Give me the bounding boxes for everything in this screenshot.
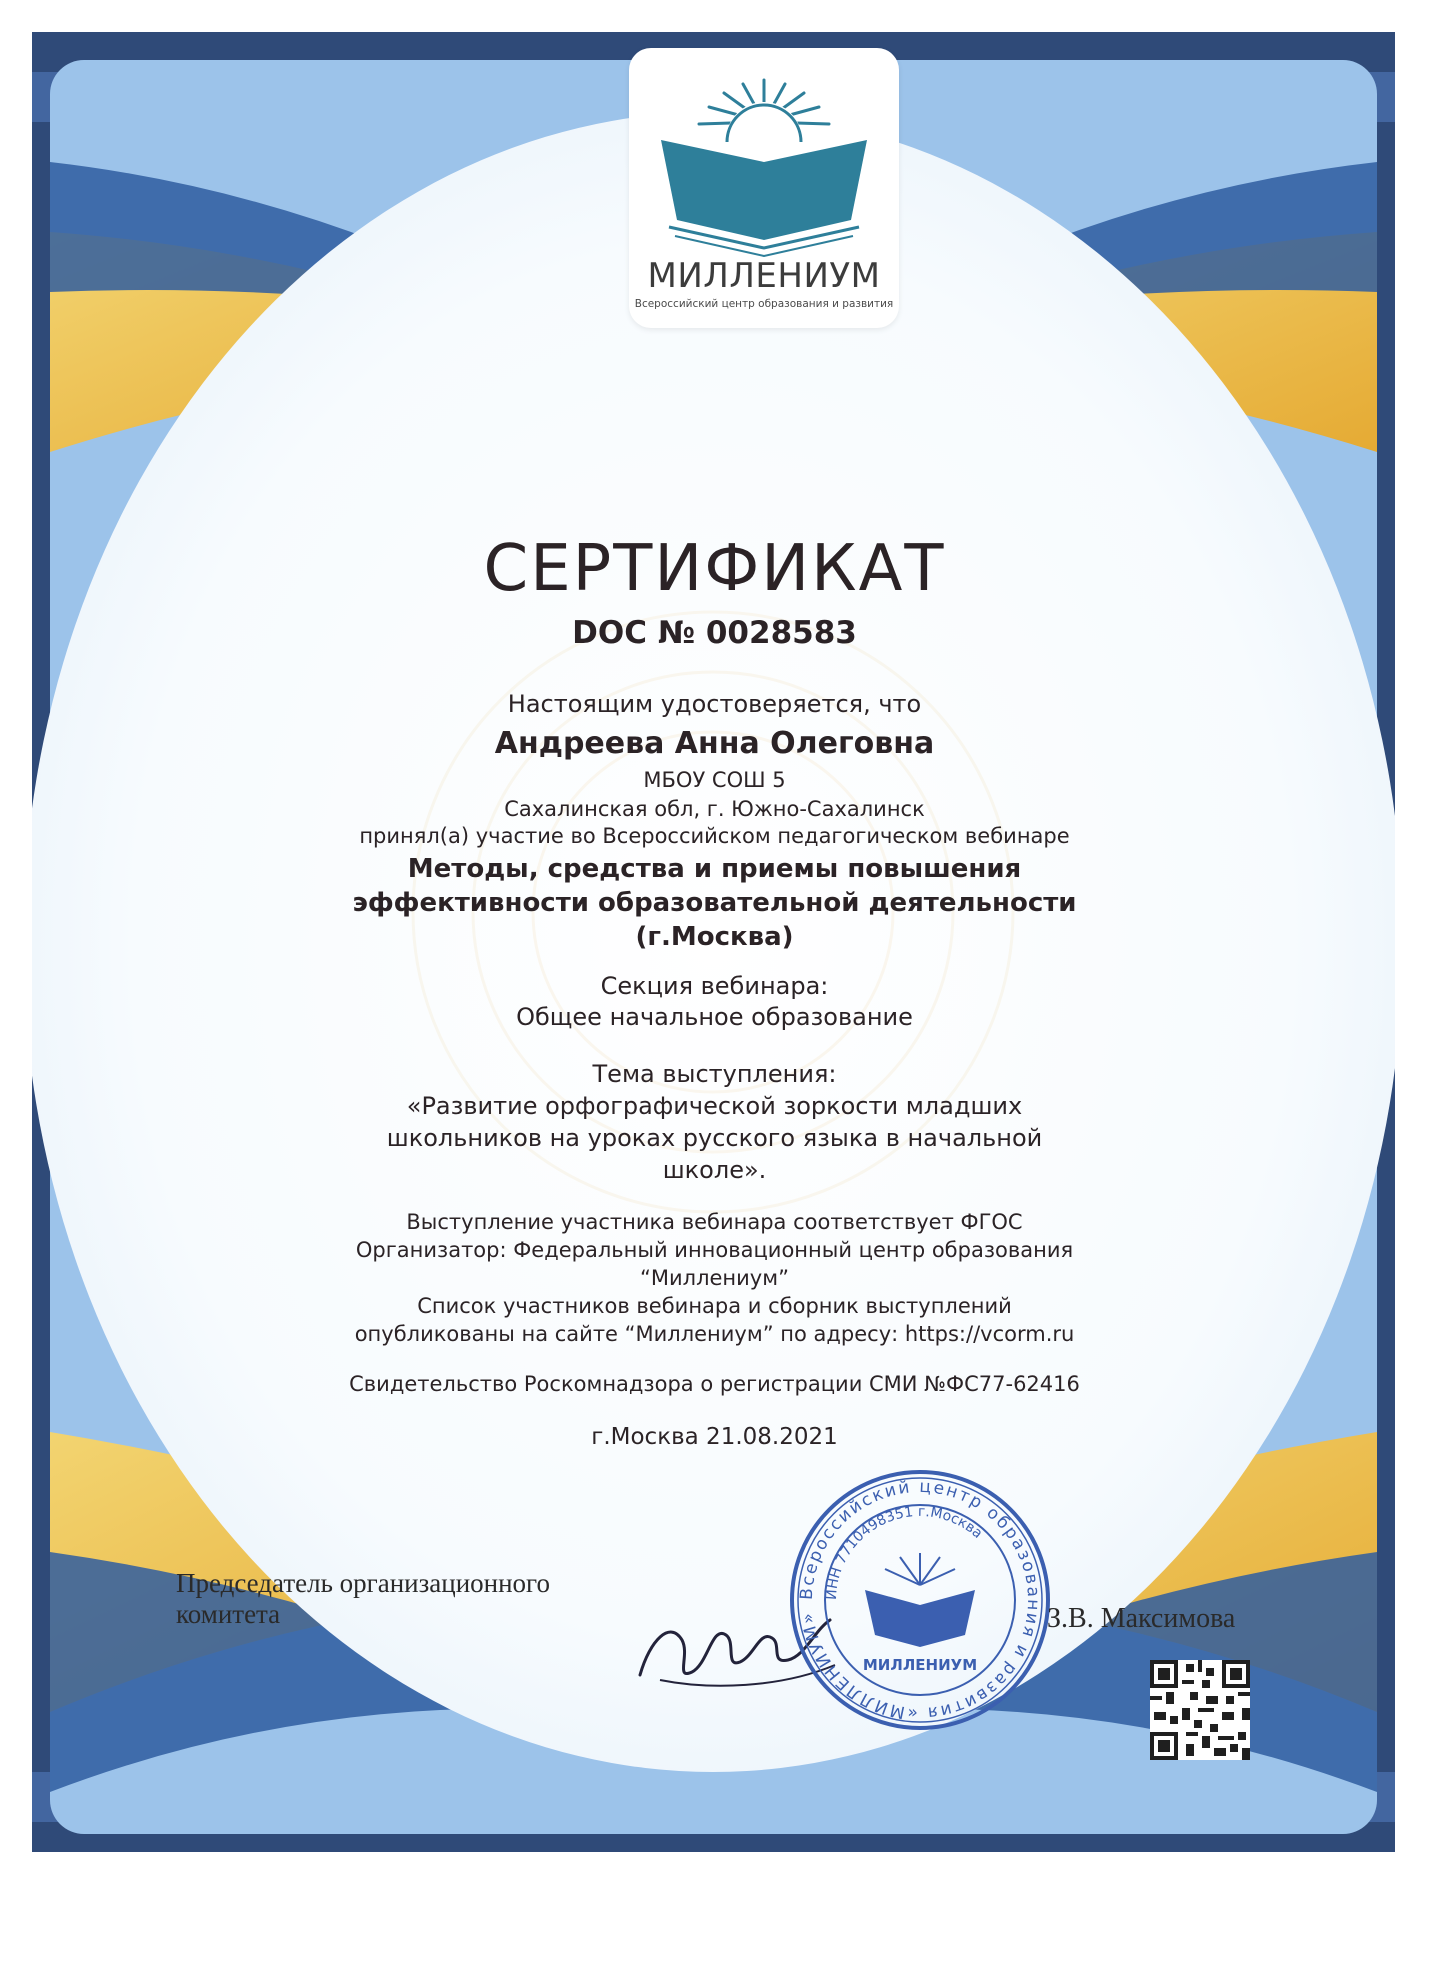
document-number: DOC № 0028583 — [572, 615, 857, 651]
location: Сахалинская обл, г. Южно-Сахалинск — [504, 797, 925, 821]
info-line: Организатор: Федеральный инновационный центр образования — [355, 1238, 1074, 1262]
stamp-inner-text: ИНН 7710498351 г.Москва — [823, 1503, 986, 1601]
section-value: Общее начальное образование — [516, 1003, 913, 1031]
signatory-role — [176, 1568, 550, 1630]
qr-code — [1150, 1660, 1250, 1760]
info-line: опубликованы на сайте “Миллениум” по адресу: https://vcorm.ru — [354, 1322, 1075, 1346]
webinar-title-line: (г.Москва) — [635, 922, 794, 952]
info-line: Выступление участника вебинара соответствует ФГОС — [406, 1210, 1023, 1234]
webinar-title-line: Методы, средства и приемы повышения — [407, 854, 1022, 884]
person-name: Андреева Анна Олеговна — [494, 726, 935, 761]
signatory-role-line: Председатель организационного — [176, 1568, 550, 1598]
school-name: МБОУ СОШ 5 — [643, 768, 786, 792]
logo-tagline: Всероссийский центр образования и развития — [634, 298, 894, 310]
signatory-role-line: комитета — [176, 1599, 281, 1629]
info-line: Список участников вебинара и сборник выступлений — [417, 1294, 1012, 1318]
open-book-sun-icon — [651, 62, 877, 257]
certificate-title: СЕРТИФИКАТ — [483, 532, 946, 606]
webinar-title-line: эффективности образовательной деятельности — [352, 888, 1077, 918]
logo-card — [629, 48, 899, 328]
section-label: Секция вебинара: — [600, 972, 829, 1000]
info-line: “Миллениум” — [640, 1266, 789, 1290]
official-stamp — [785, 1465, 1055, 1735]
signer-name: З.В. Максимова — [1047, 1603, 1236, 1634]
topic-line: школьников на уроках русского языка в начальной — [386, 1124, 1043, 1152]
topic-label: Тема выступления: — [592, 1060, 837, 1088]
topic-line: «Развитие орфографической зоркости младших — [406, 1092, 1023, 1120]
place-date: г.Москва 21.08.2021 — [591, 1424, 838, 1450]
registration-text: Свидетельство Роскомнадзора о регистрации СМИ №ФС77-62416 — [349, 1372, 1080, 1396]
topic-line: школе». — [662, 1156, 767, 1184]
logo-name: МИЛЛЕНИУМ — [647, 256, 881, 296]
intro-text: Настоящим удостоверяется, что — [507, 690, 922, 718]
participation-text: принял(а) участие во Всероссийском педагогическом вебинаре — [359, 824, 1070, 848]
stamp-center-text: МИЛЛЕНИУМ — [862, 1656, 978, 1674]
stamp-ring-text: Всероссийский центр образования и развития «МИЛЛЕНИУМ» — [796, 1476, 1044, 1724]
